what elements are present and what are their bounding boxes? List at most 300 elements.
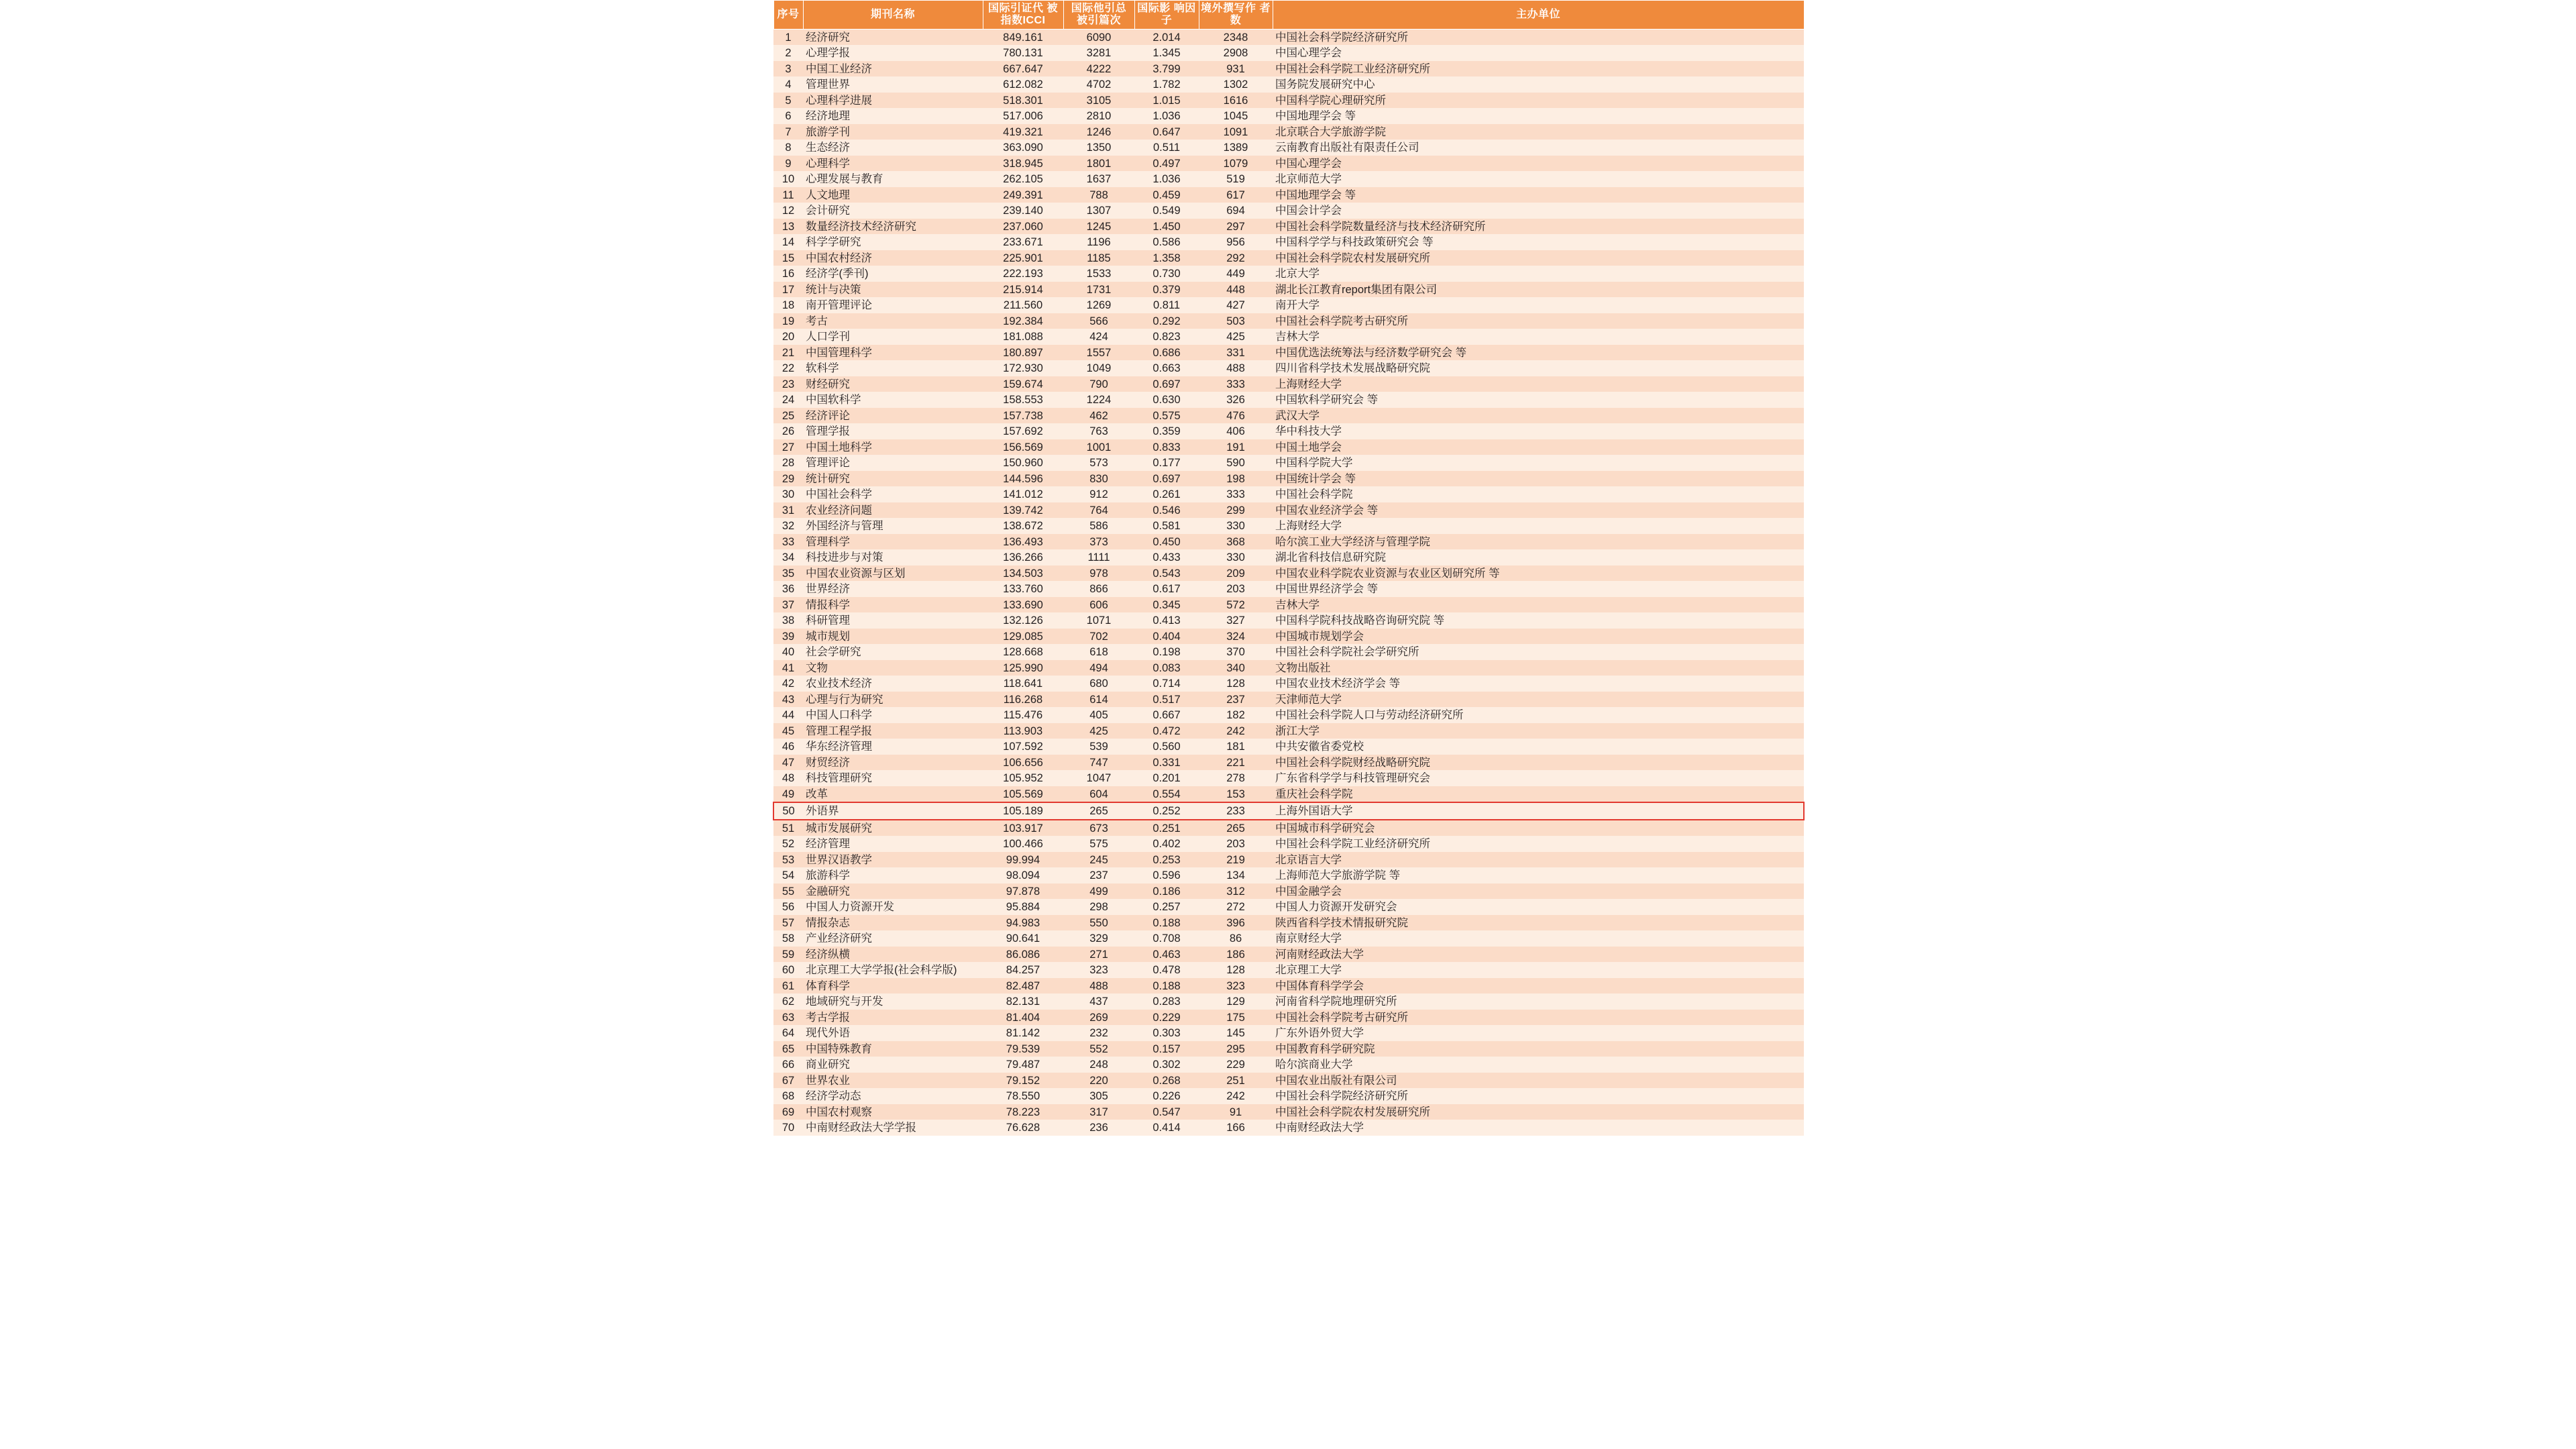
cell-ext-papers: 503 [1199,313,1273,329]
cell-ext-papers: 368 [1199,534,1273,550]
cell-organization: 北京师范大学 [1273,171,1804,187]
cell-organization: 湖北长江教育report集团有限公司 [1273,282,1804,298]
table-row [773,376,1804,392]
cell-intl-if: 0.581 [1134,518,1199,534]
cell-journal-name: 产业经济研究 [803,930,983,947]
cell-icci: 105.569 [983,786,1063,803]
cell-ext-papers: 251 [1199,1073,1273,1089]
table-row [773,723,1804,739]
cell-journal-name: 经济研究 [803,29,983,45]
cell-journal-name: 心理学报 [803,45,983,61]
cell-organization: 中国统计学会 等 [1273,471,1804,487]
cell-journal-name: 城市规划 [803,629,983,645]
cell-intl-if: 0.497 [1134,156,1199,172]
cell-journal-name: 考古 [803,313,983,329]
cell-organization: 陕西省科学技术情报研究院 [1273,915,1804,931]
cell-intl-cites: 912 [1063,486,1134,502]
cell-intl-cites: 232 [1063,1025,1134,1041]
cell-ext-papers: 175 [1199,1010,1273,1026]
cell-journal-name: 生态经济 [803,140,983,156]
cell-rank-no: 42 [773,676,803,692]
cell-journal-name: 管理学报 [803,423,983,439]
cell-journal-name: 中国人口科学 [803,707,983,723]
cell-intl-cites: 271 [1063,947,1134,963]
cell-ext-papers: 265 [1199,820,1273,837]
cell-rank-no: 15 [773,250,803,266]
cell-rank-no: 56 [773,899,803,915]
cell-ext-papers: 331 [1199,345,1273,361]
cell-intl-cites: 1071 [1063,612,1134,629]
cell-ext-papers: 323 [1199,978,1273,994]
cell-organization: 广东外语外贸大学 [1273,1025,1804,1041]
table-row [773,486,1804,502]
cell-journal-name: 人文地理 [803,187,983,203]
cell-journal-name: 改革 [803,786,983,803]
cell-rank-no: 66 [773,1057,803,1073]
table-row [773,392,1804,408]
cell-rank-no: 6 [773,108,803,124]
cell-ext-papers: 209 [1199,566,1273,582]
cell-icci: 132.126 [983,612,1063,629]
cell-intl-if: 1.358 [1134,250,1199,266]
cell-journal-name: 世界汉语教学 [803,852,983,868]
cell-rank-no: 20 [773,329,803,345]
cell-intl-cites: 1049 [1063,360,1134,376]
cell-ext-papers: 219 [1199,852,1273,868]
cell-organization: 中国社会科学院 [1273,486,1804,502]
cell-intl-if: 0.253 [1134,852,1199,868]
cell-intl-if: 1.782 [1134,76,1199,93]
cell-journal-name: 中国农村观察 [803,1104,983,1120]
cell-rank-no: 36 [773,581,803,597]
cell-organization: 吉林大学 [1273,329,1804,345]
cell-intl-cites: 1047 [1063,770,1134,786]
cell-journal-name: 软科学 [803,360,983,376]
table-row [773,566,1804,582]
cell-organization: 中国农业技术经济学会 等 [1273,676,1804,692]
cell-intl-cites: 1533 [1063,266,1134,282]
cell-organization: 中国地理学会 等 [1273,108,1804,124]
cell-icci: 363.090 [983,140,1063,156]
cell-ext-papers: 488 [1199,360,1273,376]
cell-ext-papers: 242 [1199,1088,1273,1104]
cell-journal-name: 世界农业 [803,1073,983,1089]
cell-organization: 中国社会科学院考古研究所 [1273,313,1804,329]
cell-icci: 181.088 [983,329,1063,345]
cell-rank-no: 55 [773,883,803,900]
cell-intl-if: 0.251 [1134,820,1199,837]
cell-intl-cites: 763 [1063,423,1134,439]
cell-intl-cites: 606 [1063,597,1134,613]
cell-rank-no: 2 [773,45,803,61]
cell-intl-cites: 1245 [1063,219,1134,235]
cell-journal-name: 管理世界 [803,76,983,93]
cell-journal-name: 经济纵横 [803,947,983,963]
col-header-icci: 国际引证代 被指数ICCI [983,1,1063,30]
cell-intl-if: 0.083 [1134,660,1199,676]
cell-journal-name: 人口学刊 [803,329,983,345]
cell-rank-no: 61 [773,978,803,994]
table-row [773,978,1804,994]
cell-intl-if: 0.345 [1134,597,1199,613]
cell-journal-name: 心理科学 [803,156,983,172]
cell-intl-cites: 317 [1063,1104,1134,1120]
cell-icci: 116.268 [983,692,1063,708]
cell-rank-no: 60 [773,962,803,978]
cell-ext-papers: 572 [1199,597,1273,613]
cell-ext-papers: 1389 [1199,140,1273,156]
cell-icci: 82.487 [983,978,1063,994]
cell-intl-if: 0.459 [1134,187,1199,203]
table-row [773,360,1804,376]
cell-journal-name: 地域研究与开发 [803,994,983,1010]
cell-journal-name: 体育科学 [803,978,983,994]
table-row [773,644,1804,660]
cell-icci: 222.193 [983,266,1063,282]
cell-organization: 中国教育科学研究院 [1273,1041,1804,1057]
cell-rank-no: 38 [773,612,803,629]
cell-intl-if: 0.414 [1134,1120,1199,1136]
cell-rank-no: 62 [773,994,803,1010]
cell-ext-papers: 519 [1199,171,1273,187]
cell-intl-cites: 424 [1063,329,1134,345]
cell-rank-no: 45 [773,723,803,739]
col-header-org: 主办单位 [1273,1,1804,30]
cell-icci: 780.131 [983,45,1063,61]
cell-organization: 上海财经大学 [1273,376,1804,392]
cell-intl-if: 0.198 [1134,644,1199,660]
cell-rank-no: 58 [773,930,803,947]
table-row [773,755,1804,771]
cell-ext-papers: 86 [1199,930,1273,947]
cell-organization: 重庆社会科学院 [1273,786,1804,803]
cell-rank-no: 51 [773,820,803,837]
cell-rank-no: 5 [773,93,803,109]
cell-organization: 中南财经政法大学 [1273,1120,1804,1136]
cell-icci: 172.930 [983,360,1063,376]
cell-ext-papers: 330 [1199,518,1273,534]
table-row [773,108,1804,124]
cell-icci: 98.094 [983,867,1063,883]
cell-rank-no: 63 [773,1010,803,1026]
table-row [773,45,1804,61]
cell-journal-name: 数量经济技术经济研究 [803,219,983,235]
cell-ext-papers: 297 [1199,219,1273,235]
cell-rank-no: 39 [773,629,803,645]
cell-icci: 129.085 [983,629,1063,645]
table-row [773,915,1804,931]
cell-intl-cites: 237 [1063,867,1134,883]
cell-journal-name: 城市发展研究 [803,820,983,837]
cell-journal-name: 社会学研究 [803,644,983,660]
cell-intl-cites: 1001 [1063,439,1134,455]
cell-intl-if: 1.036 [1134,171,1199,187]
cell-organization: 中国城市科学研究会 [1273,820,1804,837]
cell-organization: 国务院发展研究中心 [1273,76,1804,93]
cell-icci: 237.060 [983,219,1063,235]
table-row [773,597,1804,613]
cell-journal-name: 科学学研究 [803,234,983,250]
cell-organization: 哈尔滨商业大学 [1273,1057,1804,1073]
cell-intl-if: 0.511 [1134,140,1199,156]
cell-ext-papers: 182 [1199,707,1273,723]
cell-icci: 157.692 [983,423,1063,439]
col-header-intl-if: 国际影 响因子 [1134,1,1199,30]
cell-organization: 中国社会科学院经济研究所 [1273,29,1804,45]
cell-icci: 141.012 [983,486,1063,502]
table-row [773,455,1804,471]
cell-journal-name: 科技进步与对策 [803,549,983,566]
cell-icci: 144.596 [983,471,1063,487]
table-row [773,660,1804,676]
table-row [773,29,1804,45]
cell-intl-if: 0.730 [1134,266,1199,282]
cell-intl-cites: 1350 [1063,140,1134,156]
cell-icci: 103.917 [983,820,1063,837]
cell-rank-no: 3 [773,61,803,77]
cell-rank-no: 8 [773,140,803,156]
cell-icci: 215.914 [983,282,1063,298]
cell-organization: 中国农业科学院农业资源与农业区划研究所 等 [1273,566,1804,582]
cell-organization: 中国社会科学院经济研究所 [1273,1088,1804,1104]
cell-intl-cites: 680 [1063,676,1134,692]
cell-icci: 133.760 [983,581,1063,597]
cell-rank-no: 70 [773,1120,803,1136]
cell-icci: 90.641 [983,930,1063,947]
cell-intl-if: 0.413 [1134,612,1199,629]
cell-ext-papers: 237 [1199,692,1273,708]
cell-organization: 河南财经政法大学 [1273,947,1804,963]
cell-intl-cites: 248 [1063,1057,1134,1073]
cell-organization: 中国科学学与科技政策研究会 等 [1273,234,1804,250]
cell-journal-name: 中国管理科学 [803,345,983,361]
table-row [773,1025,1804,1041]
cell-journal-name: 中国土地科学 [803,439,983,455]
table-row [773,518,1804,534]
cell-intl-if: 3.799 [1134,61,1199,77]
cell-ext-papers: 694 [1199,203,1273,219]
cell-intl-cites: 618 [1063,644,1134,660]
table-row [773,1057,1804,1073]
cell-journal-name: 管理工程学报 [803,723,983,739]
table-row [773,629,1804,645]
table-row [773,471,1804,487]
cell-journal-name: 旅游学刊 [803,124,983,140]
cell-rank-no: 54 [773,867,803,883]
cell-intl-cites: 4222 [1063,61,1134,77]
cell-organization: 吉林大学 [1273,597,1804,613]
cell-rank-no: 65 [773,1041,803,1057]
table-row [773,899,1804,915]
journal-ranking-table-container [773,0,1803,1136]
cell-organization: 云南教育出版社有限责任公司 [1273,140,1804,156]
cell-intl-cites: 552 [1063,1041,1134,1057]
cell-journal-name: 中国农村经济 [803,250,983,266]
cell-icci: 138.672 [983,518,1063,534]
cell-rank-no: 44 [773,707,803,723]
cell-icci: 115.476 [983,707,1063,723]
cell-ext-papers: 425 [1199,329,1273,345]
cell-organization: 中国农业出版社有限公司 [1273,1073,1804,1089]
cell-rank-no: 53 [773,852,803,868]
cell-rank-no: 10 [773,171,803,187]
cell-ext-papers: 91 [1199,1104,1273,1120]
cell-intl-cites: 614 [1063,692,1134,708]
cell-icci: 139.742 [983,502,1063,519]
cell-organization: 中国社会科学院社会学研究所 [1273,644,1804,660]
cell-icci: 118.641 [983,676,1063,692]
col-header-intl-cites: 国际他引总 被引篇次 [1063,1,1134,30]
cell-organization: 广东省科学学与科技管理研究会 [1273,770,1804,786]
cell-ext-papers: 198 [1199,471,1273,487]
cell-ext-papers: 278 [1199,770,1273,786]
cell-ext-papers: 312 [1199,883,1273,900]
table-row [773,234,1804,250]
cell-icci: 76.628 [983,1120,1063,1136]
cell-journal-name: 情报科学 [803,597,983,613]
cell-intl-cites: 866 [1063,581,1134,597]
cell-intl-if: 0.546 [1134,502,1199,519]
cell-organization: 中国优选法统筹法与经济数学研究会 等 [1273,345,1804,361]
cell-intl-if: 0.188 [1134,915,1199,931]
table-row [773,282,1804,298]
table-row [773,61,1804,77]
col-header-ext-papers: 境外撰写作 者数 [1199,1,1273,30]
cell-intl-cites: 305 [1063,1088,1134,1104]
cell-intl-if: 0.450 [1134,534,1199,550]
cell-journal-name: 现代外语 [803,1025,983,1041]
cell-organization: 中国世界经济学会 等 [1273,581,1804,597]
cell-rank-no: 9 [773,156,803,172]
cell-journal-name: 中国人力资源开发 [803,899,983,915]
cell-rank-no: 25 [773,408,803,424]
cell-organization: 中国社会科学院人口与劳动经济研究所 [1273,707,1804,723]
cell-intl-if: 0.549 [1134,203,1199,219]
cell-intl-cites: 437 [1063,994,1134,1010]
cell-ext-papers: 333 [1199,376,1273,392]
cell-intl-cites: 1801 [1063,156,1134,172]
cell-intl-cites: 405 [1063,707,1134,723]
cell-icci: 192.384 [983,313,1063,329]
cell-intl-cites: 269 [1063,1010,1134,1026]
cell-icci: 225.901 [983,250,1063,266]
cell-icci: 82.131 [983,994,1063,1010]
cell-ext-papers: 242 [1199,723,1273,739]
cell-ext-papers: 396 [1199,915,1273,931]
cell-icci: 105.952 [983,770,1063,786]
cell-rank-no: 22 [773,360,803,376]
cell-intl-if: 0.575 [1134,408,1199,424]
cell-ext-papers: 340 [1199,660,1273,676]
table-row [773,502,1804,519]
cell-journal-name: 中国农业资源与区划 [803,566,983,582]
table-row [773,820,1804,837]
cell-intl-cites: 462 [1063,408,1134,424]
cell-intl-cites: 3281 [1063,45,1134,61]
cell-journal-name: 经济地理 [803,108,983,124]
cell-intl-if: 0.472 [1134,723,1199,739]
cell-intl-cites: 1307 [1063,203,1134,219]
table-row [773,93,1804,109]
cell-ext-papers: 292 [1199,250,1273,266]
cell-ext-papers: 324 [1199,629,1273,645]
cell-organization: 中国人力资源开发研究会 [1273,899,1804,915]
cell-icci: 518.301 [983,93,1063,109]
cell-journal-name: 科研管理 [803,612,983,629]
table-row [773,1010,1804,1026]
cell-intl-if: 0.686 [1134,345,1199,361]
cell-ext-papers: 406 [1199,423,1273,439]
cell-intl-if: 0.283 [1134,994,1199,1010]
cell-journal-name: 财贸经济 [803,755,983,771]
table-row [773,313,1804,329]
cell-intl-if: 0.647 [1134,124,1199,140]
cell-intl-cites: 220 [1063,1073,1134,1089]
cell-journal-name: 中国工业经济 [803,61,983,77]
table-row [773,770,1804,786]
cell-icci: 517.006 [983,108,1063,124]
cell-organization: 武汉大学 [1273,408,1804,424]
table-row [773,156,1804,172]
cell-journal-name: 管理评论 [803,455,983,471]
cell-organization: 中国软科学研究会 等 [1273,392,1804,408]
cell-organization: 中国社会科学院财经战略研究院 [1273,755,1804,771]
cell-intl-cites: 1269 [1063,297,1134,313]
cell-rank-no: 19 [773,313,803,329]
cell-intl-if: 0.292 [1134,313,1199,329]
cell-ext-papers: 333 [1199,486,1273,502]
cell-ext-papers: 2908 [1199,45,1273,61]
cell-organization: 中国科学院大学 [1273,455,1804,471]
cell-journal-name: 世界经济 [803,581,983,597]
cell-icci: 95.884 [983,899,1063,915]
cell-rank-no: 64 [773,1025,803,1041]
table-row [773,994,1804,1010]
cell-journal-name: 经济学(季刊) [803,266,983,282]
cell-rank-no: 26 [773,423,803,439]
cell-rank-no: 29 [773,471,803,487]
table-row [773,408,1804,424]
cell-intl-if: 1.036 [1134,108,1199,124]
cell-journal-name: 心理与行为研究 [803,692,983,708]
cell-intl-if: 0.433 [1134,549,1199,566]
cell-icci: 318.945 [983,156,1063,172]
cell-organization: 中国体育科学学会 [1273,978,1804,994]
cell-ext-papers: 181 [1199,739,1273,755]
cell-intl-cites: 499 [1063,883,1134,900]
table-row [773,581,1804,597]
cell-intl-cites: 2810 [1063,108,1134,124]
cell-organization: 中国地理学会 等 [1273,187,1804,203]
cell-organization: 南京财经大学 [1273,930,1804,947]
cell-journal-name: 商业研究 [803,1057,983,1073]
cell-ext-papers: 330 [1199,549,1273,566]
cell-icci: 136.493 [983,534,1063,550]
cell-ext-papers: 449 [1199,266,1273,282]
cell-intl-cites: 702 [1063,629,1134,645]
cell-intl-cites: 323 [1063,962,1134,978]
cell-icci: 262.105 [983,171,1063,187]
cell-journal-name: 南开管理评论 [803,297,983,313]
cell-organization: 河南省科学院地理研究所 [1273,994,1804,1010]
table-row [773,930,1804,947]
table-row [773,867,1804,883]
cell-organization: 北京联合大学旅游学院 [1273,124,1804,140]
cell-organization: 浙江大学 [1273,723,1804,739]
cell-icci: 239.140 [983,203,1063,219]
cell-ext-papers: 221 [1199,755,1273,771]
cell-journal-name: 旅游科学 [803,867,983,883]
